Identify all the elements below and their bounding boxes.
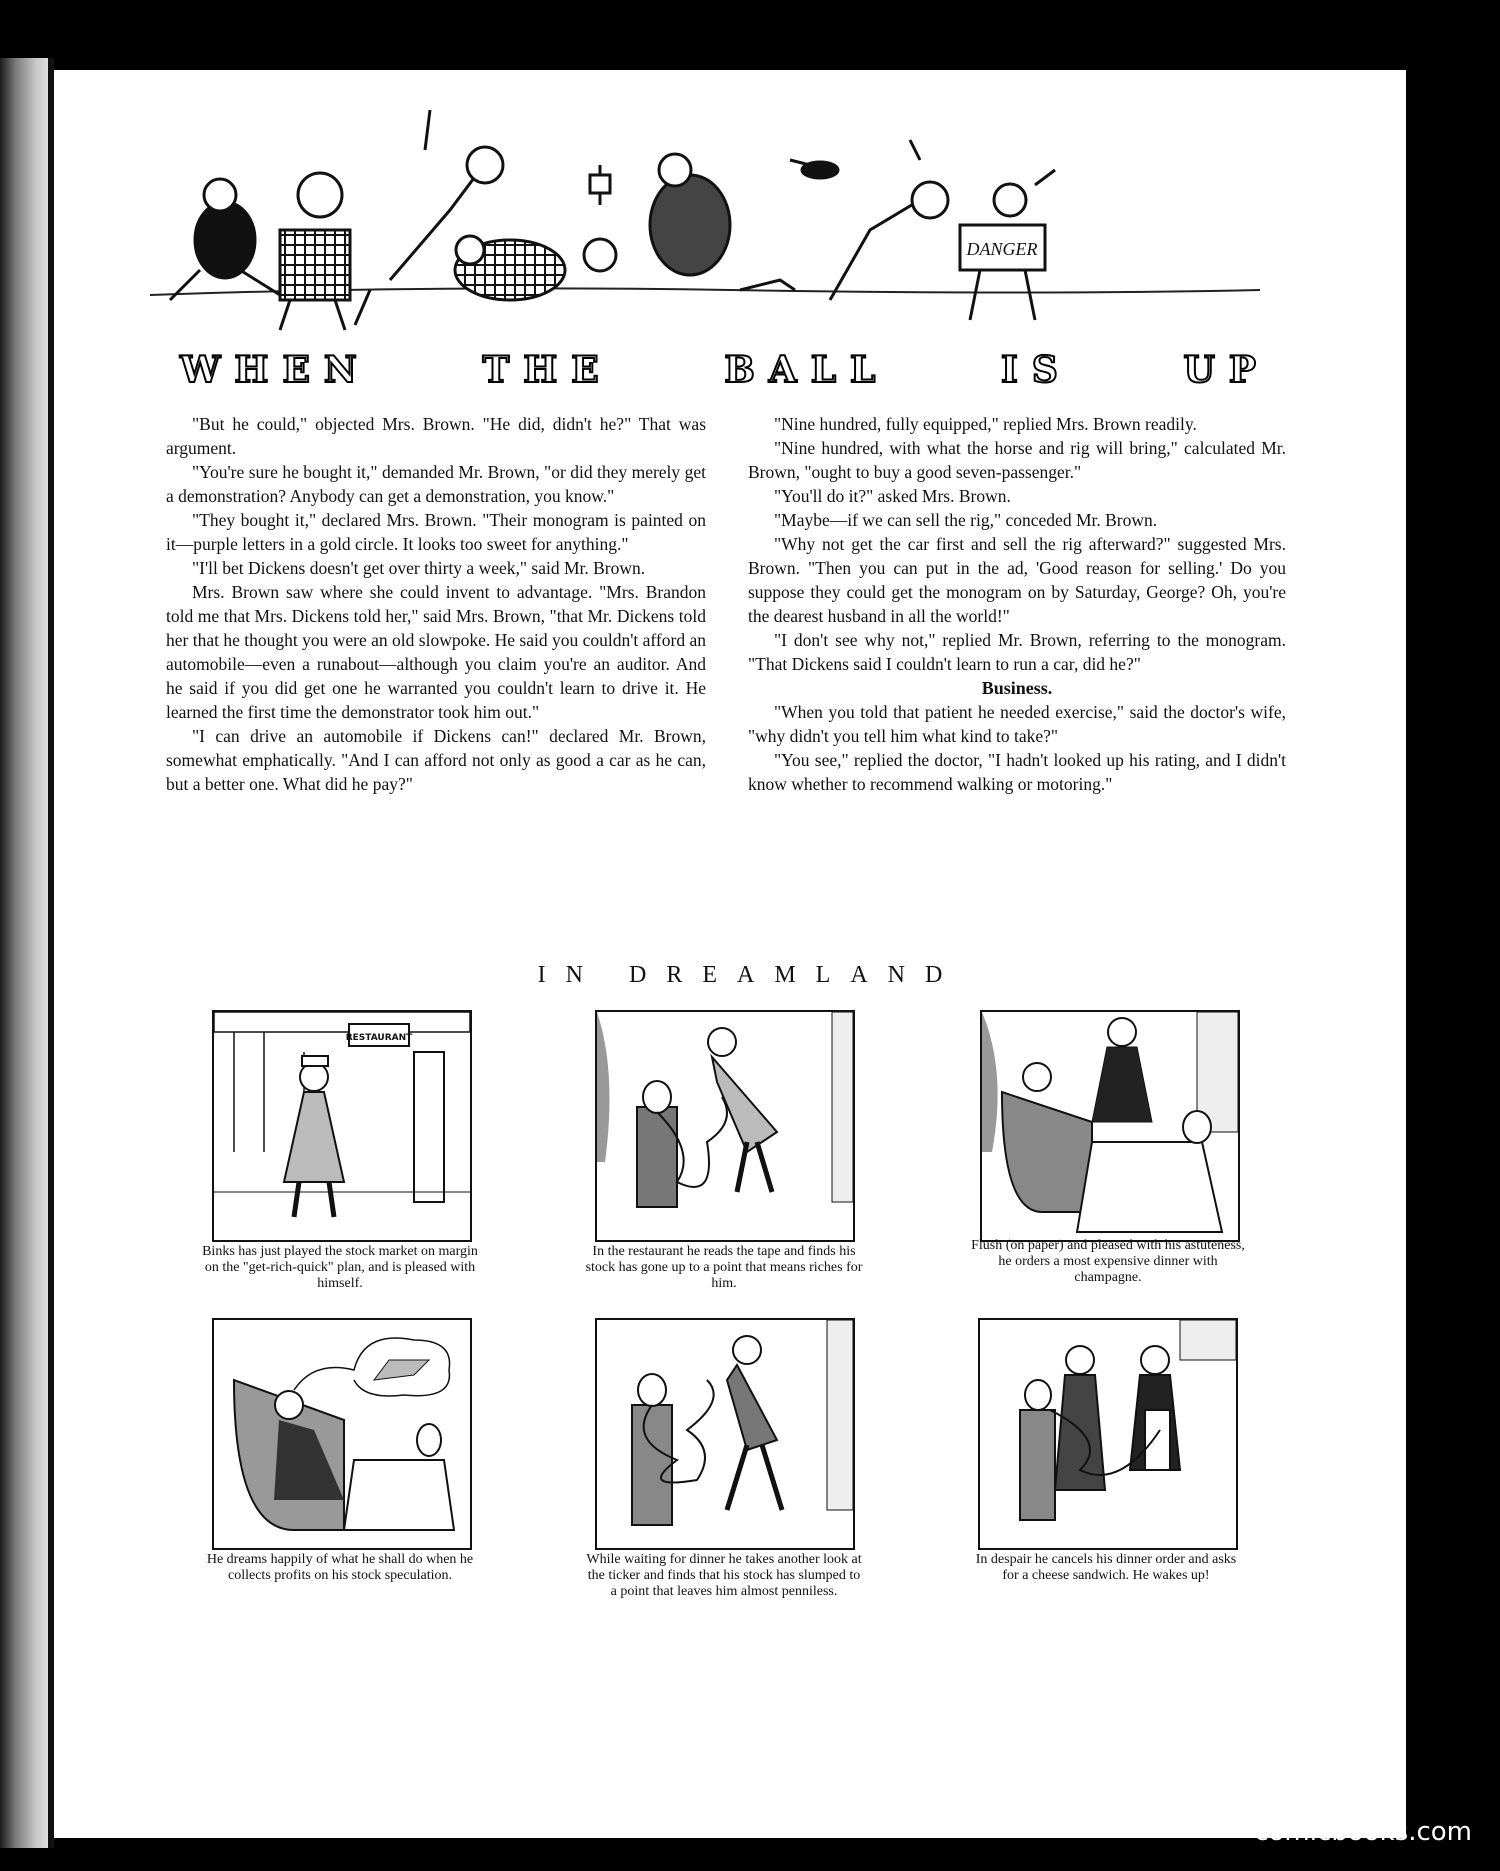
- story-paragraph: "I'll bet Dickens doesn't get over thirty a week," said Mr. Brown.: [192, 558, 646, 578]
- comic-caption-1: Binks has just played the stock market on margin on the "get-rich-quick" plan, and is pleased with himself.: [202, 1244, 478, 1291]
- comic-panel-3: [980, 1010, 1240, 1242]
- story-paragraph: "Nine hundred, fully equipped," replied Mrs. Brown readily.: [774, 414, 1197, 434]
- comic-caption-3: Flush (on paper) and pleased with his astuteness, he orders a most expensive dinner with champagne.: [971, 1238, 1245, 1285]
- comic-title: IN DREAMLAND: [537, 962, 963, 988]
- comic-panel-1: [212, 1010, 472, 1242]
- comic-caption-6: In despair he cancels his dinner order and asks for a cheese sandwich. He wakes up!: [975, 1552, 1237, 1583]
- left-page-edge: [0, 58, 52, 1848]
- restaurant-sign: RESTAURANT: [345, 1033, 413, 1043]
- business-heading: Business.: [981, 678, 1053, 698]
- story-paragraph: "Nine hundred, with what the horse and rig will bring," calculated Mr. Brown, "ought to buy a good seven-passenger.": [748, 438, 1286, 482]
- business-paragraph: "You see," replied the doctor, "I hadn't looked up his rating, and I didn't know whether to recommend walking or motoring.": [748, 750, 1286, 794]
- comic-caption-4: He dreams happily of what he shall do when he collects profits on his stock speculation.: [206, 1552, 474, 1583]
- comic-panel-2: [595, 1010, 855, 1242]
- business-paragraph: "When you told that patient he needed exercise," said the doctor's wife, "why didn't you tell him what kind to take?": [748, 702, 1286, 746]
- comic-caption-5: While waiting for dinner he takes another look at the ticker and finds that his stock has slumped to a point that leaves him almost penniless.: [586, 1552, 862, 1599]
- story-paragraph: "I can drive an automobile if Dickens can!" declared Mr. Brown, somewhat emphatically. "And I can afford not only as good a car as he can, but a better one. What did he pay?": [166, 726, 706, 794]
- banner-title: [180, 350, 1270, 390]
- comic-panel-5: [595, 1318, 855, 1550]
- story-paragraph: "You're sure he bought it," demanded Mr. Brown, "or did they merely get a demonstration? Anybody can get a demonstration, you know.": [166, 462, 706, 506]
- story-paragraph: "Why not get the car first and sell the rig afterward?" suggested Mrs. Brown. "Then you can put in the ad, 'Good reason for selling.' Do you suppose they could get the monogram on by Saturday, George? Oh, you're the dearest husband in all the world!": [748, 534, 1286, 626]
- comic-panel-4: [212, 1318, 472, 1550]
- danger-sign: DANGER: [966, 239, 1038, 259]
- banner-word: THE: [482, 349, 613, 391]
- story-paragraph: "You'll do it?" asked Mrs. Brown.: [774, 486, 1011, 506]
- story-column-left: [166, 412, 706, 796]
- banner-word: BALL: [724, 349, 890, 391]
- story-paragraph: Mrs. Brown saw where she could invent to advantage. "Mrs. Brandon told me that Mrs. Dickens told her," said Mrs. Brown, "that Mr. Dickens told her that he thought you were an old slowpoke. He said you couldn't afford an automobile—even a runabout—although you claim you're an auditor. And he said if you did get one he warranted you couldn't learn to drive it. He learned the first time the demonstrator took him out.": [166, 582, 706, 722]
- banner-word: WHEN: [180, 349, 371, 391]
- story-paragraph: "I don't see why not," replied Mr. Brown, referring to the monogram. "That Dickens said I couldn't learn to run a car, did he?": [748, 630, 1286, 674]
- banner-word: UP: [1183, 349, 1270, 391]
- banner-word: IS: [1001, 349, 1072, 391]
- story-paragraph: "They bought it," declared Mrs. Brown. "Their monogram is painted on it—purple letters in a gold circle. It looks too sweet for anything.": [166, 510, 706, 554]
- story-paragraph: "Maybe—if we can sell the rig," conceded Mr. Brown.: [774, 510, 1158, 530]
- story-paragraph: "But he could," objected Mrs. Brown. "He did, didn't he?" That was argument.: [166, 414, 706, 458]
- comic-caption-2: In the restaurant he reads the tape and finds his stock has gone up to a point that means riches for him.: [585, 1244, 863, 1291]
- comic-panel-6: [978, 1318, 1238, 1550]
- site-watermark: comicbooks.com: [1254, 1817, 1472, 1847]
- story-column-right: [748, 412, 1286, 796]
- banner-illustration: [130, 90, 1280, 355]
